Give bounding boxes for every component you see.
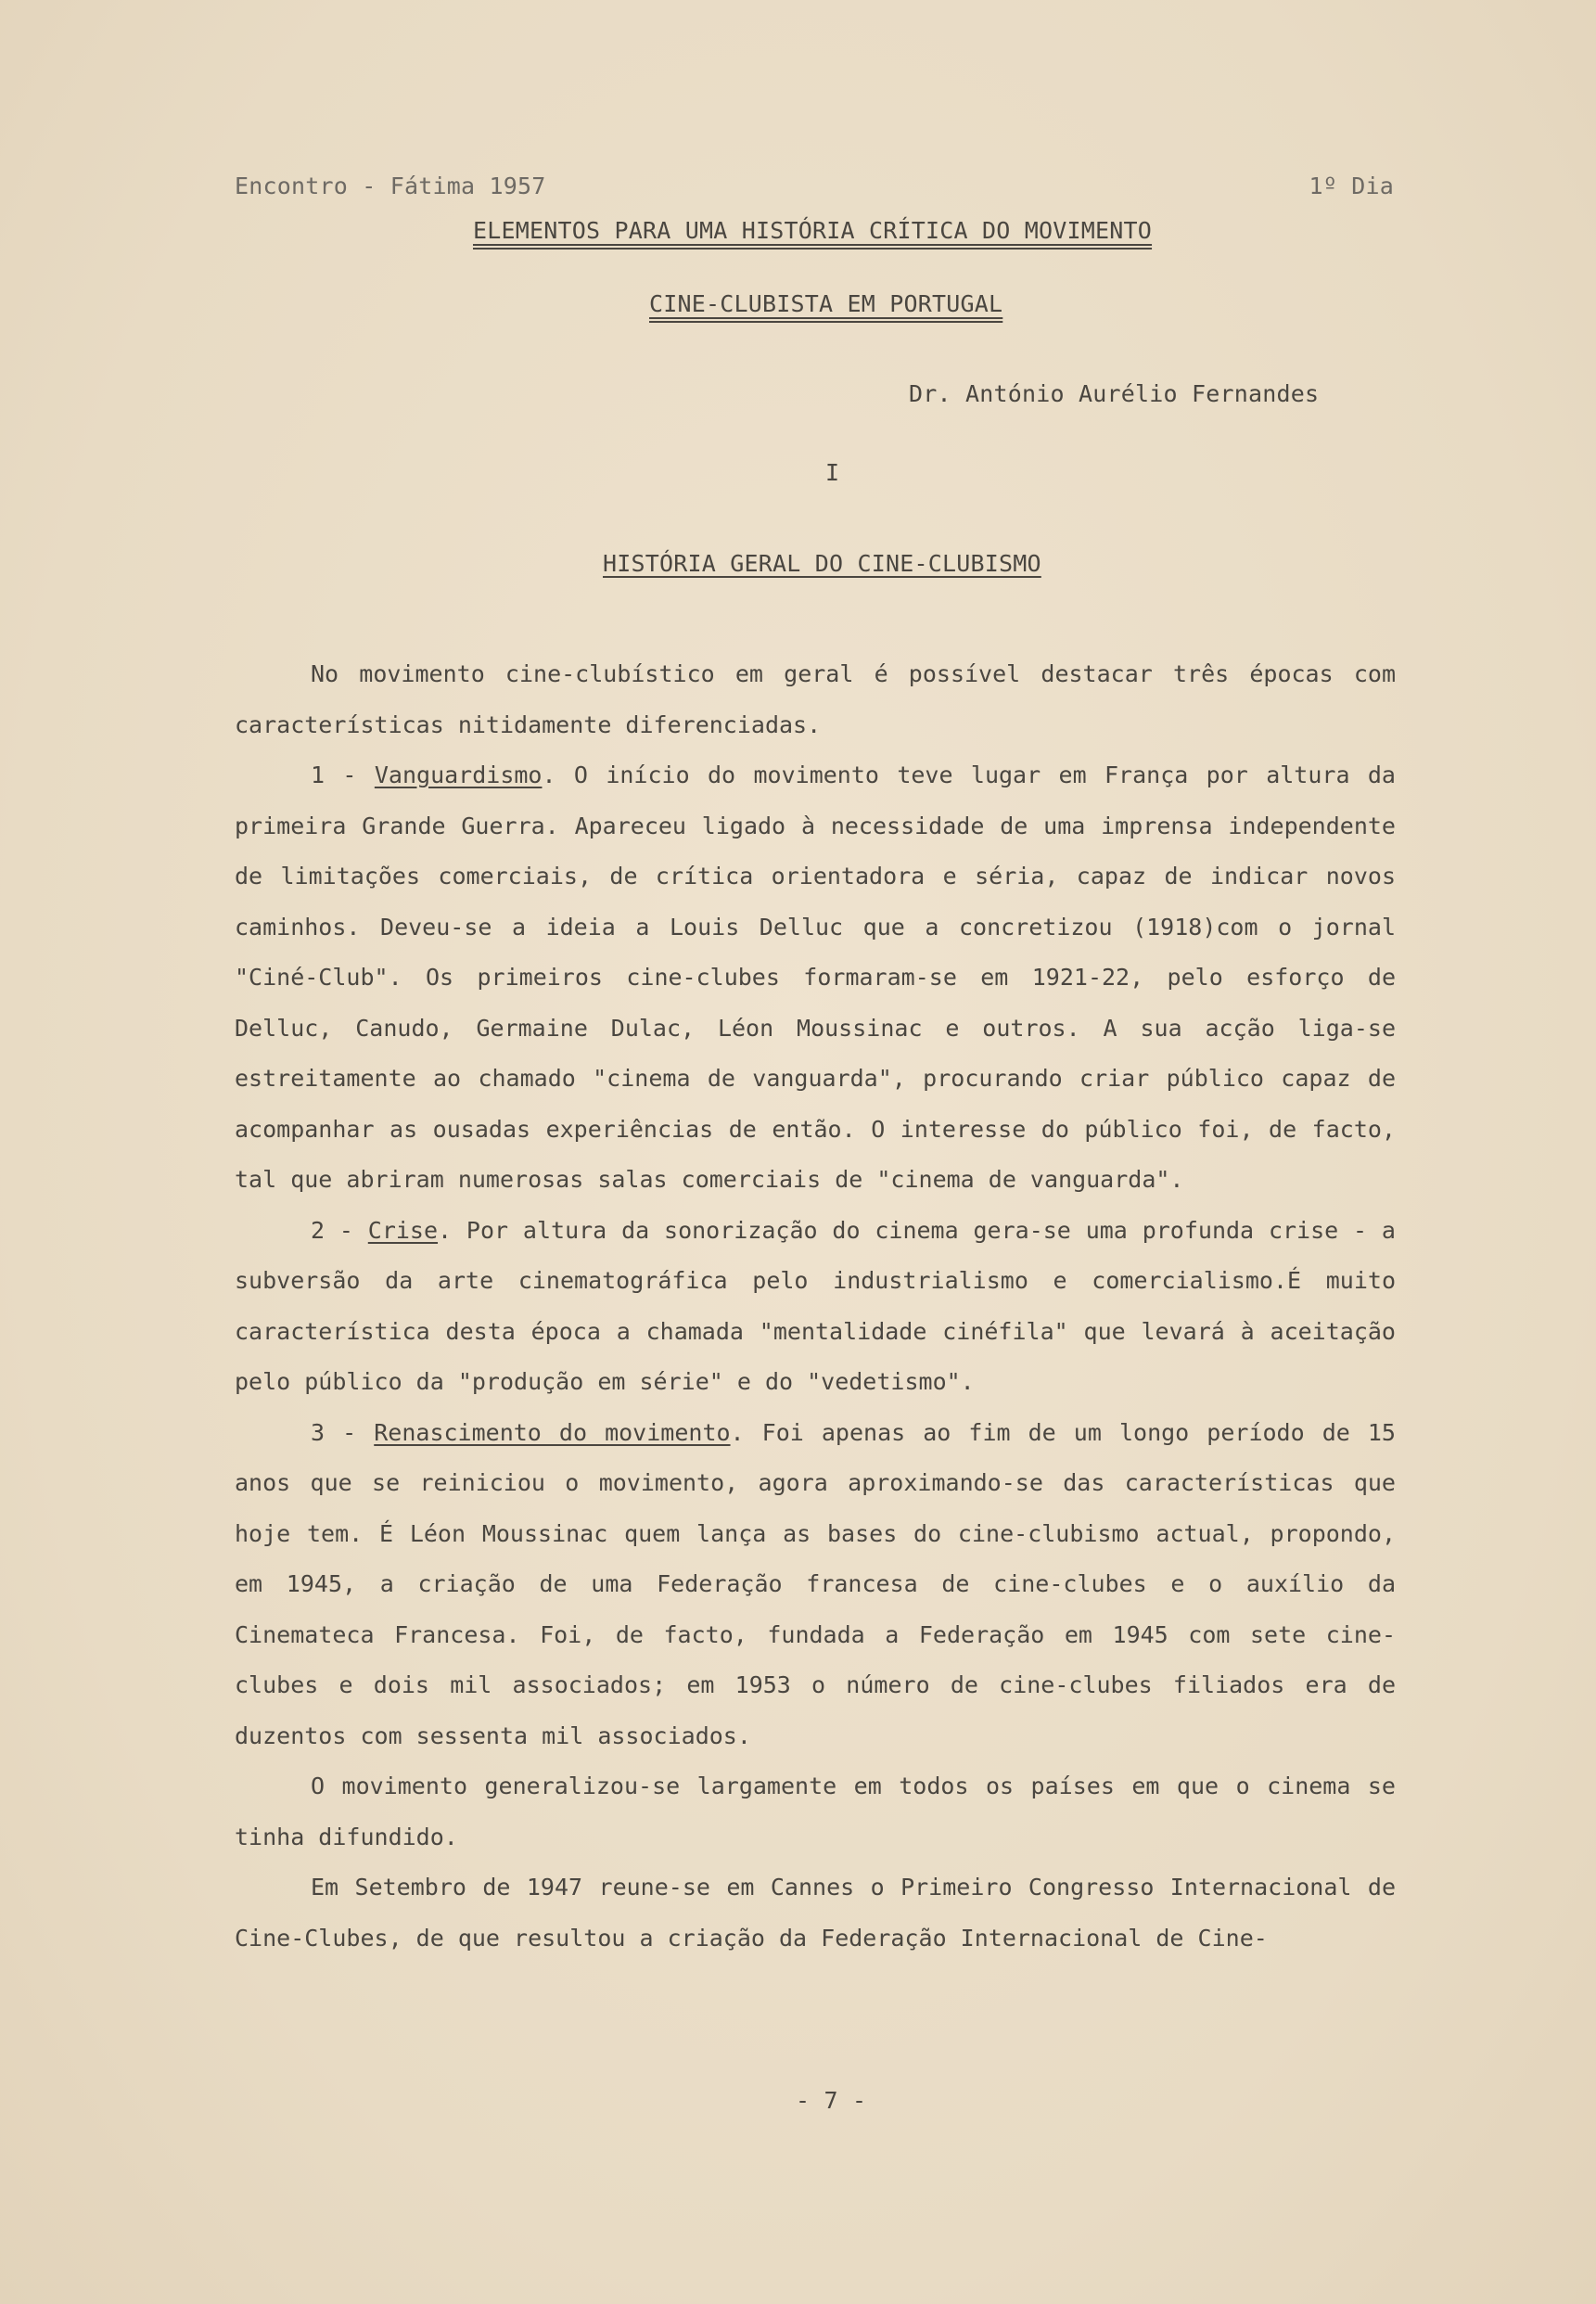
paragraph-prefix: 3 - — [311, 1418, 375, 1446]
page-number: - 7 - — [796, 2087, 867, 2114]
paragraph-intro: No movimento cine-clubístico em geral é possível destacar três épocas com características nitidamente diferenciadas. — [235, 660, 1396, 738]
term-crise: Crise — [367, 1216, 439, 1244]
paragraph-crise — [235, 1206, 1396, 1408]
paragraph-text: . Por altura da sonorização do cinema gera-se uma profunda crise - a subversão da arte cinematográfica pelo industrialismo e comercialismo.É muito característica desta época a chamada "mentalidade cinéfila" que levará à aceitação pelo público da "produção em série" e do "vedetismo". — [235, 1216, 1396, 1395]
paragraph-vanguardismo — [235, 750, 1396, 1206]
section-title: HISTÓRIA GERAL DO CINE-CLUBISMO — [603, 550, 1041, 577]
header-event: Encontro - Fátima 1957 — [235, 173, 546, 199]
paragraph-text: . Foi apenas ao fim de um longo período de 15 anos que se reiniciou o movimento, agora aproximando-se das características que hoje tem. É Léon Moussinac quem lança as bases do cine-clubismo actual, propondo, em 1945, a criação de uma Federação francesa de cine-clubes e o auxílio da Cinemateca Francesa. Foi, de facto, fundada a Federação em 1945 com sete cine-clubes e dois mil associados; em 1953 o número de cine-clubes filiados era de duzentos com sessenta mil associados. — [235, 1418, 1396, 1749]
paragraph-congress: Em Setembro de 1947 reune-se em Cannes o Primeiro Congresso Internacional de Cine-Clubes, de que resultou a criação da Federação Internacional de Cine- — [235, 1874, 1396, 1952]
paragraph-text: . O início do movimento teve lugar em França por altura da primeira Grande Guerra. Apareceu ligado à necessidade de uma imprensa independente de limitações comerciais, de crítica orientadora e séria, capaz de indicar novos caminhos. Deveu-se a ideia a Louis Delluc que a concretizou (1918)com o jornal "Ciné-Club". Os primeiros cine-clubes formaram-se em 1921-22, pelo esforço de Delluc, Canudo, Germaine Dulac, Léon Moussinac e outros. A sua acção liga-se estreitamente ao chamado "cinema de vanguarda", procurando criar público capaz de acompanhar as ousadas experiências de então. O interesse do público foi, de facto, tal que abriram numerosas salas comerciais de "cinema de vanguarda". — [235, 762, 1396, 1193]
paragraph-prefix: 2 - — [311, 1216, 368, 1244]
body-text — [235, 649, 1396, 1964]
paragraph-renascimento — [235, 1408, 1396, 1762]
document-title-line2: CINE-CLUBISTA EM PORTUGAL — [649, 290, 1003, 317]
header-day: 1º Dia — [1309, 173, 1394, 199]
author: Dr. António Aurélio Fernandes — [909, 380, 1320, 407]
paragraph-generalization: O movimento generalizou-se largamente em todos os países em que o cinema se tinha difundido. — [235, 1773, 1396, 1850]
term-vanguardismo: Vanguardismo — [374, 762, 543, 788]
section-number: I — [825, 459, 840, 486]
paragraph-prefix: 1 - — [311, 762, 375, 788]
term-renascimento: Renascimento do movimento — [374, 1418, 731, 1446]
document-title-line1: ELEMENTOS PARA UMA HISTÓRIA CRÍTICA DO MOVIMENTO — [473, 217, 1153, 244]
